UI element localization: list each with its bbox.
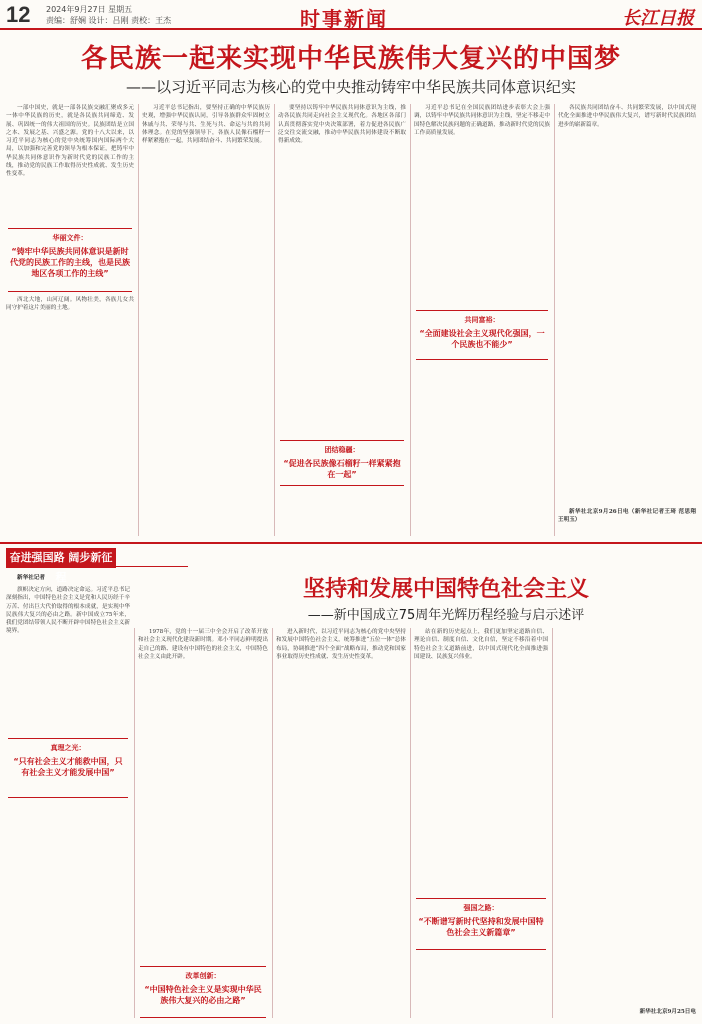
article2-col2 bbox=[138, 628, 268, 928]
quote4-text: “只有社会主义才能救中国，只有社会主义才能发展中国” bbox=[13, 757, 123, 777]
article1-subheadline: ——以习近平同志为核心的党中央推动铸牢中华民族共同体意识纪实 bbox=[125, 78, 576, 96]
quote1-text: “铸牢中华民族共同体意识是新时代党的民族工作的主线，也是民族地区各项工作的主线” bbox=[10, 247, 130, 278]
article2-col1-text: 旗帜决定方向，道路决定命运。习近平总书记深刻指出，中国特色社会主义是党和人民历经千辛万苦、付出巨大代价取得的根本成就，是实现中华民族伟大复兴的必由之路。新中国成立75年来，我们党团结带领人民不断开辟中国特色社会主义新境界。 bbox=[6, 587, 130, 635]
quote3-text: “全面建设社会主义现代化强国，一个民族也不能少” bbox=[419, 329, 545, 349]
article1-col4-text: 习近平总书记在全国民族团结进步表彰大会上强调，以铸牢中华民族共同体意识为主线，坚定不移走中国特色解决民族问题的正确道路，推动新时代党的民族工作高质量发展。 bbox=[414, 105, 550, 136]
quote1-label: 华丽文件： bbox=[52, 234, 88, 242]
column-rule bbox=[134, 628, 135, 1018]
article1-quote1 bbox=[8, 228, 132, 292]
issue-meta bbox=[46, 4, 171, 26]
article1-col5 bbox=[558, 104, 696, 504]
editors-line: 责编：舒娴 设计：吕刚 责校：王杰 bbox=[46, 16, 172, 25]
article1-col2-text: 习近平总书记指出，要坚持正确的中华民族历史观，增强中华民族认同，引导各族群众牢固树立休戚与共、荣辱与共、生死与共、命运与共的共同体理念。在党的坚强领导下，各族人民像石榴籽一样紧紧抱在一起，共同团结奋斗、共同繁荣发展。 bbox=[142, 105, 270, 145]
section-title: 时事新闻 bbox=[300, 7, 388, 31]
column-rule bbox=[554, 104, 555, 536]
article2-credit bbox=[556, 1008, 696, 1020]
article2-byline-text: 新华社记者 bbox=[17, 575, 45, 581]
article2-col5 bbox=[556, 628, 696, 1006]
article2-credit-text: 新华社北京9月25日电 bbox=[639, 1009, 696, 1015]
quote6-label: 强国之路： bbox=[463, 904, 499, 912]
column-banner: 奋进强国路 阔步新征程 bbox=[6, 548, 116, 568]
column-rule bbox=[272, 628, 273, 1018]
article1-col2 bbox=[142, 104, 270, 536]
article2-col4-text: 站在新的历史起点上，我们更加坚定道路自信、理论自信、制度自信、文化自信，坚定不移沿着中国特色社会主义道路前进，以中国式现代化全面推进强国建设、民族复兴伟业。 bbox=[414, 629, 548, 660]
page-number: 12 bbox=[6, 2, 31, 27]
article1-col5-text: 各民族共同团结奋斗、共同繁荣发展，以中国式现代化全面推进中华民族伟大复兴，谱写新时代民族团结进步的崭新篇章。 bbox=[558, 105, 696, 128]
article1-headline: 各民族一起来实现中华民族伟大复兴的中国梦 bbox=[80, 44, 621, 74]
column-rule bbox=[138, 104, 139, 536]
banner-rule bbox=[116, 566, 188, 567]
quote2-text: “促进各民族像石榴籽一样紧紧抱在一起” bbox=[283, 459, 401, 479]
article2-col3-text: 进入新时代，以习近平同志为核心的党中央坚持和发展中国特色社会主义，统筹推进“五位一体”总体布局，协调推进“四个全面”战略布局，推动党和国家事业取得历史性成就、发生历史性变革。 bbox=[276, 629, 406, 660]
quote5-text: “中国特色社会主义是实现中华民族伟大复兴的必由之路” bbox=[144, 985, 262, 1005]
article2-subheadline: ——新中国成立75周年光辉历程经验与启示述评 bbox=[307, 608, 585, 623]
quote5-label: 改革创新： bbox=[185, 972, 221, 980]
article1-quote2 bbox=[280, 440, 404, 486]
column-rule bbox=[410, 628, 411, 1018]
article2-quote1 bbox=[8, 738, 128, 798]
issue-date: 2024年9月27日 星期五 bbox=[46, 5, 133, 14]
article2-quote2 bbox=[140, 966, 266, 1018]
article1-col1-text2: 西北大地，山河辽阔。风物壮美，各族儿女共同守护着这片美丽的土地。 bbox=[6, 297, 134, 312]
article1-col1-bottom bbox=[6, 296, 134, 536]
column-rule bbox=[274, 104, 275, 536]
article1-col4-top bbox=[414, 104, 550, 304]
article1-col1-text: 一部中国史，就是一部各民族交融汇聚成多元一体中华民族的历史，就是各民族共同缔造、发展、巩固统一的伟大祖国的历史。民族团结是立国之本、发展之基、兴盛之源。党的十八大以来，以习近平同志为核心的党中央统筹国内国际两个大局，以加强和完善党的领导为根本保证，把铸牢中华民族共同体意识作为新时代党的民族工作的主线，推动党的民族工作取得历史性成就、发生历史性变革。 bbox=[6, 105, 134, 178]
section-divider bbox=[0, 542, 702, 544]
article1-credit-text: 新华社北京9月26日电（新华社记者王琦 范思翔 王明玉） bbox=[558, 509, 696, 524]
article1-col1-top bbox=[6, 104, 134, 224]
article2-col4-top bbox=[414, 628, 548, 892]
article2-headline: 坚持和发展中国特色社会主义 bbox=[302, 577, 589, 602]
article1-col3-text: 要坚持以铸牢中华民族共同体意识为主线，推动各民族共同走向社会主义现代化。各地区各部门认真贯彻落实党中央决策部署，着力促进各民族广泛交往交流交融，推动中华民族共同体建设不断取得新成效。 bbox=[278, 105, 406, 145]
column-rule bbox=[410, 104, 411, 536]
column-rule bbox=[552, 628, 553, 1018]
article2-quote3 bbox=[416, 898, 546, 950]
article2-col3 bbox=[276, 628, 406, 1018]
article1-col3-top bbox=[278, 104, 406, 434]
page-header bbox=[0, 0, 702, 30]
article1-quote3 bbox=[416, 310, 548, 360]
quote2-label: 团结稳疆： bbox=[324, 446, 360, 454]
quote4-label: 真理之光： bbox=[50, 744, 86, 752]
quote6-text: “不断谱写新时代坚持和发展中国特色社会主义新篇章” bbox=[418, 917, 544, 937]
newspaper-logo: 长江日报 bbox=[622, 8, 694, 29]
article2-col1-top bbox=[6, 586, 130, 732]
article2-byline bbox=[6, 574, 130, 584]
quote3-label: 共同富裕： bbox=[464, 316, 500, 324]
article1-credit bbox=[558, 508, 696, 528]
article2-col2-text: 1978年，党的十一届三中全会开启了改革开放和社会主义现代化建设新时期。邓小平同志鲜明提出走自己的路、建设有中国特色的社会主义，中国特色社会主义由此开辟。 bbox=[138, 629, 268, 660]
